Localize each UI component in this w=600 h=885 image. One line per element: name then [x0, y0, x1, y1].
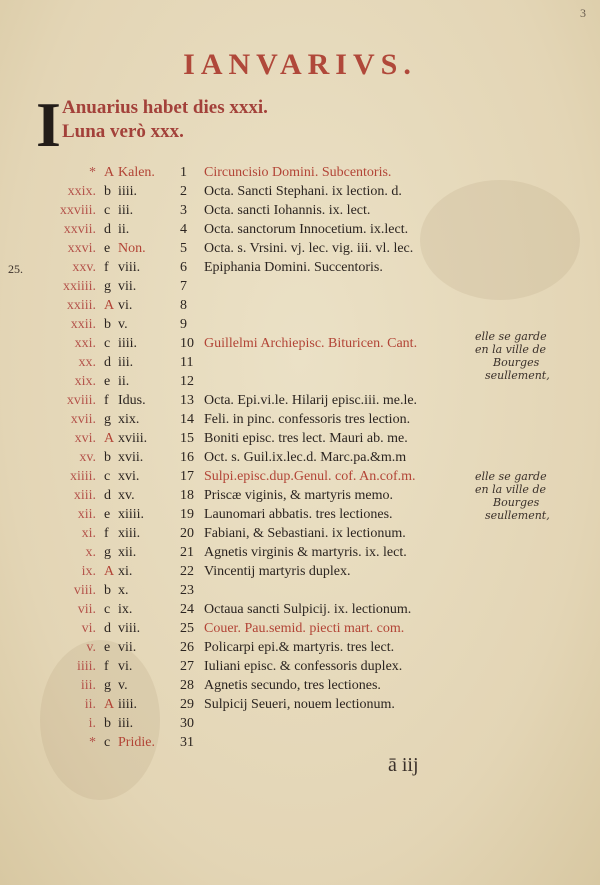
- feast-text: Policarpi epi.& martyris. tres lect.: [204, 640, 395, 655]
- margin-note-line: Bourges: [493, 356, 540, 369]
- dominical-letter: c: [104, 469, 111, 484]
- day-of-month: 9: [180, 317, 187, 332]
- day-of-month: 4: [180, 222, 187, 237]
- day-of-month: 26: [180, 640, 194, 655]
- intro-line-2: Luna verò xxx.: [62, 121, 184, 142]
- roman-day: vi.: [118, 659, 133, 674]
- dominical-letter: A: [104, 697, 115, 712]
- day-of-month: 10: [180, 336, 194, 351]
- golden-number: xvii.: [70, 412, 96, 427]
- day-of-month: 18: [180, 488, 194, 503]
- left-margin-note: 25.: [8, 262, 23, 276]
- day-of-month: 7: [180, 279, 187, 294]
- feast-text: Octa. Epi.vi.le. Hilarij episc.iii. me.le.: [204, 393, 418, 408]
- dominical-letter: e: [104, 374, 111, 389]
- golden-number: xxvi.: [67, 241, 96, 256]
- dominical-letter: e: [104, 640, 111, 655]
- day-of-month: 29: [180, 697, 194, 712]
- golden-number: xxi.: [74, 336, 96, 351]
- feast-text: Octa. sanctorum Innocetium. ix.lect.: [204, 222, 409, 237]
- golden-number: xix.: [74, 374, 96, 389]
- dominical-letter: f: [104, 659, 109, 674]
- feast-text: Agnetis secundo, tres lectiones.: [204, 678, 381, 693]
- feast-text: Priscæ viginis, & martyris memo.: [204, 488, 393, 503]
- dominical-letter: c: [104, 735, 111, 750]
- margin-note-line: seullement,: [485, 369, 550, 382]
- day-of-month: 27: [180, 659, 194, 674]
- dominical-letter: d: [104, 488, 111, 503]
- calendar-row: [0, 676, 600, 695]
- calendar-row: [0, 600, 600, 619]
- roman-day: viii.: [118, 621, 141, 636]
- margin-note-line: elle se garde: [475, 470, 547, 483]
- feast-text: Sulpi.episc.dup.Genul. cof. An.cof.m.: [204, 469, 416, 484]
- day-of-month: 30: [180, 716, 194, 731]
- roman-day: Kalen.: [118, 165, 155, 180]
- calendar-row: [0, 581, 600, 600]
- roman-day: x.: [118, 583, 129, 598]
- roman-day: iiii.: [118, 697, 138, 712]
- dominical-letter: f: [104, 393, 109, 408]
- dominical-letter: f: [104, 260, 109, 275]
- calendar-row: [0, 695, 600, 714]
- day-of-month: 28: [180, 678, 194, 693]
- calendar-row: [0, 429, 600, 448]
- roman-day: v.: [118, 317, 128, 332]
- feast-text: Octaua sancti Sulpicij. ix. lectionum.: [204, 602, 412, 617]
- roman-day: xiiii.: [118, 507, 145, 522]
- roman-day: Idus.: [118, 393, 146, 408]
- dominical-letter: g: [104, 545, 111, 560]
- calendar-row: [0, 448, 600, 467]
- golden-number: xxviii.: [59, 203, 96, 218]
- calendar-row: [0, 733, 600, 752]
- dominical-letter: e: [104, 507, 111, 522]
- roman-day: v.: [118, 678, 128, 693]
- roman-day: xii.: [118, 545, 137, 560]
- calendar-row: [0, 638, 600, 657]
- dominical-letter: A: [104, 165, 115, 180]
- day-of-month: 5: [180, 241, 187, 256]
- feast-text: Octa. Sancti Stephani. ix lection. d.: [204, 184, 402, 199]
- golden-number: xvi.: [74, 431, 96, 446]
- roman-day: iii.: [118, 203, 134, 218]
- golden-number: x.: [85, 545, 96, 560]
- dominical-letter: b: [104, 716, 111, 731]
- golden-number: xv.: [79, 450, 96, 465]
- day-of-month: 11: [180, 355, 194, 370]
- roman-day: iii.: [118, 355, 134, 370]
- margin-note-line: Bourges: [493, 496, 540, 509]
- roman-day: ii.: [118, 222, 130, 237]
- golden-number: xxiii.: [66, 298, 96, 313]
- feast-text: Fabiani, & Sebastiani. ix lectionum.: [204, 526, 406, 541]
- day-of-month: 15: [180, 431, 194, 446]
- golden-number: iiii.: [76, 659, 96, 674]
- roman-day: xviii.: [118, 431, 148, 446]
- golden-number: xxiiii.: [62, 279, 96, 294]
- feast-text: Iuliani episc. & confessoris duplex.: [204, 659, 403, 674]
- roman-day: vii.: [118, 279, 137, 294]
- dominical-letter: g: [104, 412, 111, 427]
- dominical-letter: f: [104, 526, 109, 541]
- feast-text: Circuncisio Domini. Subcentoris.: [204, 165, 392, 180]
- golden-number: xxv.: [72, 260, 96, 275]
- calendar-row: [0, 562, 600, 581]
- golden-number: *: [89, 735, 96, 750]
- day-of-month: 19: [180, 507, 194, 522]
- feast-text: Agnetis virginis & martyris. ix. lect.: [204, 545, 407, 560]
- dominical-letter: c: [104, 602, 111, 617]
- day-of-month: 12: [180, 374, 194, 389]
- day-of-month: 14: [180, 412, 194, 427]
- golden-number: xi.: [81, 526, 96, 541]
- day-of-month: 25: [180, 621, 194, 636]
- dominical-letter: g: [104, 678, 111, 693]
- calendar-row: [0, 543, 600, 562]
- dominical-letter: c: [104, 336, 111, 351]
- feast-text: Octa. s. Vrsini. vj. lec. vig. iii. vl. lec.: [204, 241, 414, 256]
- feast-text: Guillelmi Archiepisc. Bituricen. Cant.: [204, 336, 418, 351]
- calendar-row: [0, 239, 600, 258]
- margin-note-1: [475, 330, 550, 382]
- dominical-letter: g: [104, 279, 111, 294]
- calendar-row: [0, 524, 600, 543]
- roman-day: xix.: [118, 412, 140, 427]
- day-of-month: 24: [180, 602, 194, 617]
- margin-note-2: [475, 470, 550, 522]
- golden-number: ii.: [84, 697, 96, 712]
- roman-day: viii.: [118, 260, 141, 275]
- feast-text: Launomari abbatis. tres lectiones.: [204, 507, 393, 522]
- feast-text: Oct. s. Guil.ix.lec.d. Marc.pa.&m.m: [204, 450, 407, 465]
- golden-number: ix.: [81, 564, 96, 579]
- day-of-month: 31: [180, 735, 194, 750]
- calendar-row: [0, 296, 600, 315]
- feast-text: Vincentij martyris duplex.: [204, 564, 351, 579]
- dominical-letter: b: [104, 184, 111, 199]
- dominical-letter: d: [104, 222, 111, 237]
- day-of-month: 13: [180, 393, 194, 408]
- roman-day: xi.: [118, 564, 133, 579]
- calendar-row: [0, 220, 600, 239]
- golden-number: xx.: [78, 355, 96, 370]
- margin-note-line: elle se garde: [475, 330, 547, 343]
- golden-number: viii.: [73, 583, 96, 598]
- feast-text: Sulpicij Seueri, nouem lectionum.: [204, 697, 395, 712]
- calendar-row: [0, 277, 600, 296]
- roman-day: ii.: [118, 374, 130, 389]
- dominical-letter: A: [104, 564, 115, 579]
- page-corner-number: 3: [580, 6, 586, 20]
- golden-number: xiiii.: [69, 469, 96, 484]
- golden-number: xii.: [77, 507, 96, 522]
- feast-text: Couer. Pau.semid. piecti mart. com.: [204, 621, 405, 636]
- dominical-letter: b: [104, 317, 111, 332]
- roman-day: ix.: [118, 602, 133, 617]
- day-of-month: 17: [180, 469, 194, 484]
- intro-line-1: Anuarius habet dies xxxi.: [62, 97, 268, 118]
- calendar-row: [0, 657, 600, 676]
- golden-number: iii.: [80, 678, 96, 693]
- roman-day: iiii.: [118, 184, 138, 199]
- dominical-letter: c: [104, 203, 111, 218]
- dominical-letter: A: [104, 431, 115, 446]
- day-of-month: 22: [180, 564, 194, 579]
- calendar-row: [0, 182, 600, 201]
- calendar-row: [0, 714, 600, 733]
- calendar-table: [0, 163, 600, 752]
- golden-number: *: [89, 165, 96, 180]
- roman-day: Non.: [118, 241, 146, 256]
- calendar-row: [0, 163, 600, 182]
- drop-initial: I: [36, 89, 61, 160]
- day-of-month: 3: [180, 203, 187, 218]
- margin-note-line: en la ville de: [475, 483, 546, 496]
- golden-number: vii.: [77, 602, 96, 617]
- signature-mark: ā iij: [388, 754, 419, 776]
- roman-day: Pridie.: [118, 735, 155, 750]
- day-of-month: 16: [180, 450, 194, 465]
- calendar-row: [0, 410, 600, 429]
- day-of-month: 21: [180, 545, 194, 560]
- roman-day: xvi.: [118, 469, 140, 484]
- golden-number: v.: [86, 640, 96, 655]
- feast-text: Epiphania Domini. Succentoris.: [204, 260, 383, 275]
- day-of-month: 23: [180, 583, 194, 598]
- feast-text: Boniti episc. tres lect. Mauri ab. me.: [204, 431, 408, 446]
- roman-day: vi.: [118, 298, 133, 313]
- roman-day: xv.: [118, 488, 135, 503]
- dominical-letter: A: [104, 298, 115, 313]
- calendar-row: [0, 201, 600, 220]
- golden-number: xxix.: [67, 184, 96, 199]
- margin-note-line: seullement,: [485, 509, 550, 522]
- calendar-row: [0, 619, 600, 638]
- roman-day: iii.: [118, 716, 134, 731]
- day-of-month: 20: [180, 526, 194, 541]
- golden-number: vi.: [81, 621, 96, 636]
- feast-text: Octa. sancti Iohannis. ix. lect.: [204, 203, 371, 218]
- dominical-letter: b: [104, 450, 111, 465]
- dominical-letter: e: [104, 241, 111, 256]
- feast-text: Feli. in pinc. confessoris tres lection.: [204, 412, 411, 427]
- golden-number: xviii.: [66, 393, 96, 408]
- roman-day: vii.: [118, 640, 137, 655]
- golden-number: i.: [88, 716, 96, 731]
- day-of-month: 6: [180, 260, 187, 275]
- dominical-letter: b: [104, 583, 111, 598]
- roman-day: xvii.: [118, 450, 144, 465]
- day-of-month: 1: [180, 165, 187, 180]
- roman-day: iiii.: [118, 336, 138, 351]
- dominical-letter: d: [104, 621, 111, 636]
- dominical-letter: d: [104, 355, 111, 370]
- margin-note-line: en la ville de: [475, 343, 546, 356]
- day-of-month: 8: [180, 298, 187, 313]
- golden-number: xxvii.: [63, 222, 96, 237]
- calendar-row: [0, 258, 600, 277]
- page-title: IANVARIVS.: [183, 48, 417, 81]
- golden-number: xiii.: [73, 488, 96, 503]
- golden-number: xxii.: [70, 317, 96, 332]
- day-of-month: 2: [180, 184, 187, 199]
- roman-day: xiii.: [118, 526, 141, 541]
- calendar-row: [0, 391, 600, 410]
